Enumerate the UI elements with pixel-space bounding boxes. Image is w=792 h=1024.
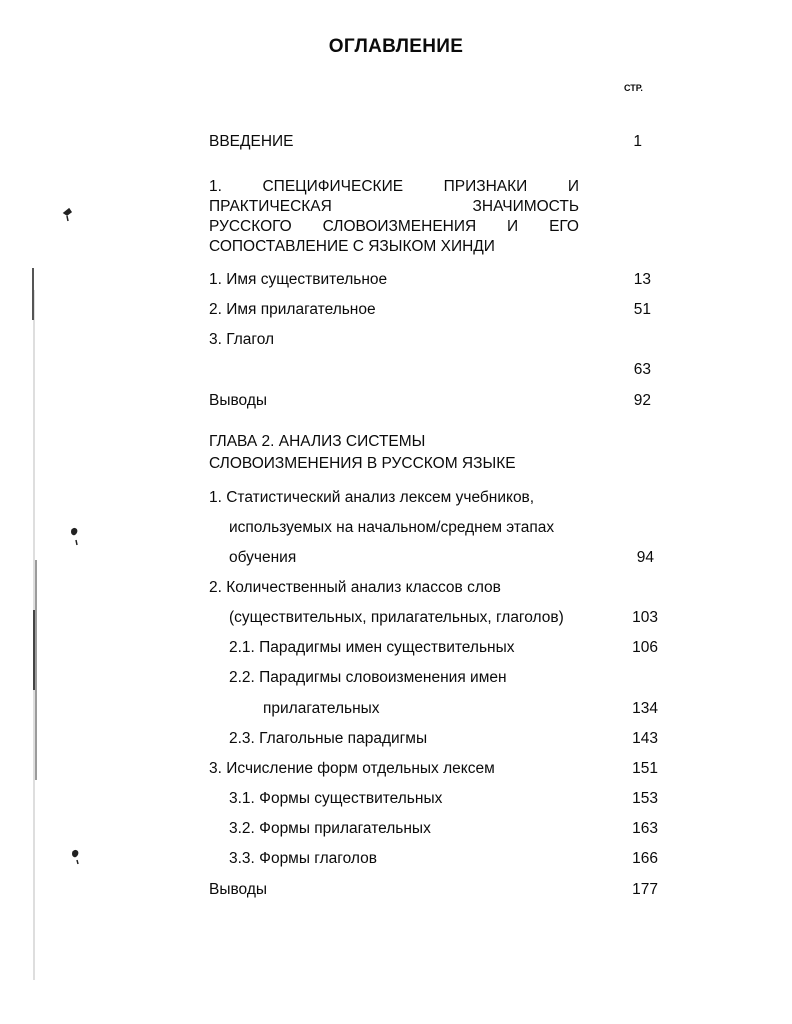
toc-page-intro: 1: [633, 133, 642, 150]
toc-page-ch2-s3-1: 153: [632, 790, 658, 807]
toc-entry-ch2-s1-cont: обучения: [229, 549, 297, 566]
chapter-1-heading: [209, 177, 579, 257]
toc-page-ch2-s1: 94: [636, 549, 654, 566]
toc-entry-ch2-s2-cont: (существительных, прилагательных, глаголов): [229, 609, 564, 626]
toc-page-ch1-s3: 63: [633, 361, 651, 378]
toc-page-ch1-s1: 13: [633, 271, 651, 288]
toc-entry-ch2-s1: 1. Статистический анализ лексем учебников,: [209, 489, 535, 506]
toc-entry-ch1-s1: 1. Имя существительное: [209, 271, 388, 288]
page-column-label: СТР.: [624, 83, 643, 93]
toc-page-ch2-s3-3: 166: [632, 850, 658, 867]
toc-entry-ch2-s3-1: 3.1. Формы существительных: [229, 790, 443, 807]
chapter-1-heading-line: ПРАКТИЧЕСКАЯ ЗНАЧИМОСТЬ: [209, 198, 579, 215]
toc-entry-ch2-s1-cont: используемых на начальном/среднем этапах: [229, 519, 555, 536]
chapter-2-heading-line: ГЛАВА 2. АНАЛИЗ СИСТЕМЫ: [209, 433, 426, 450]
toc-page-ch2-s2-1: 106: [632, 639, 658, 656]
toc-entry-intro: ВВЕДЕНИЕ: [209, 133, 294, 150]
chapter-1-heading-line: СОПОСТАВЛЕНИЕ С ЯЗЫКОМ ХИНДИ: [209, 238, 495, 255]
toc-entry-ch2-s2: 2. Количественный анализ классов слов: [209, 579, 501, 596]
toc-entry-ch1-conclusions: Выводы: [209, 392, 268, 409]
chapter-1-heading-line: 1. СПЕЦИФИЧЕСКИЕ ПРИЗНАКИ И: [209, 178, 579, 195]
page-title: ОГЛАВЛЕНИЕ: [328, 36, 464, 57]
chapter-1-heading-line: РУССКОГО СЛОВОИЗМЕНЕНИЯ И ЕГО: [209, 218, 579, 235]
scan-speck: [64, 209, 71, 221]
toc-page-ch2-conclusions: 177: [632, 881, 658, 898]
scan-speck: [72, 529, 77, 545]
toc-entry-ch2-s2-3: 2.3. Глагольные парадигмы: [229, 730, 428, 747]
toc-page-ch2-s2-3: 143: [632, 730, 658, 747]
toc-page-ch2-s3: 151: [632, 760, 658, 777]
toc-entry-ch2-s2-2: 2.2. Парадигмы словоизменения имен: [229, 669, 507, 686]
toc-page-ch2-s3-2: 163: [632, 820, 658, 837]
toc-entry-ch1-s2: 2. Имя прилагательное: [209, 301, 376, 318]
toc-entry-ch2-s2-1: 2.1. Парадигмы имен существительных: [229, 639, 515, 656]
toc-page-ch2-s2: 103: [632, 609, 658, 626]
toc-entry-ch2-conclusions: Выводы: [209, 881, 268, 898]
chapter-2-heading-line: СЛОВОИЗМЕНЕНИЯ В РУССКОМ ЯЗЫКЕ: [209, 455, 516, 472]
scan-speck: [73, 851, 78, 864]
toc-entry-ch2-s3-3: 3.3. Формы глаголов: [229, 850, 377, 867]
toc-page-ch1-s2: 51: [633, 301, 651, 318]
toc-entry-ch2-s2-2-cont: прилагательных: [263, 700, 380, 717]
toc-page-ch1-conclusions: 92: [633, 392, 651, 409]
toc-page-ch2-s2-2: 134: [632, 700, 658, 717]
toc-entry-ch1-s3: 3. Глагол: [209, 331, 275, 348]
toc-entry-ch2-s3-2: 3.2. Формы прилагательных: [229, 820, 431, 837]
toc-entry-ch2-s3: 3. Исчисление форм отдельных лексем: [209, 760, 495, 777]
